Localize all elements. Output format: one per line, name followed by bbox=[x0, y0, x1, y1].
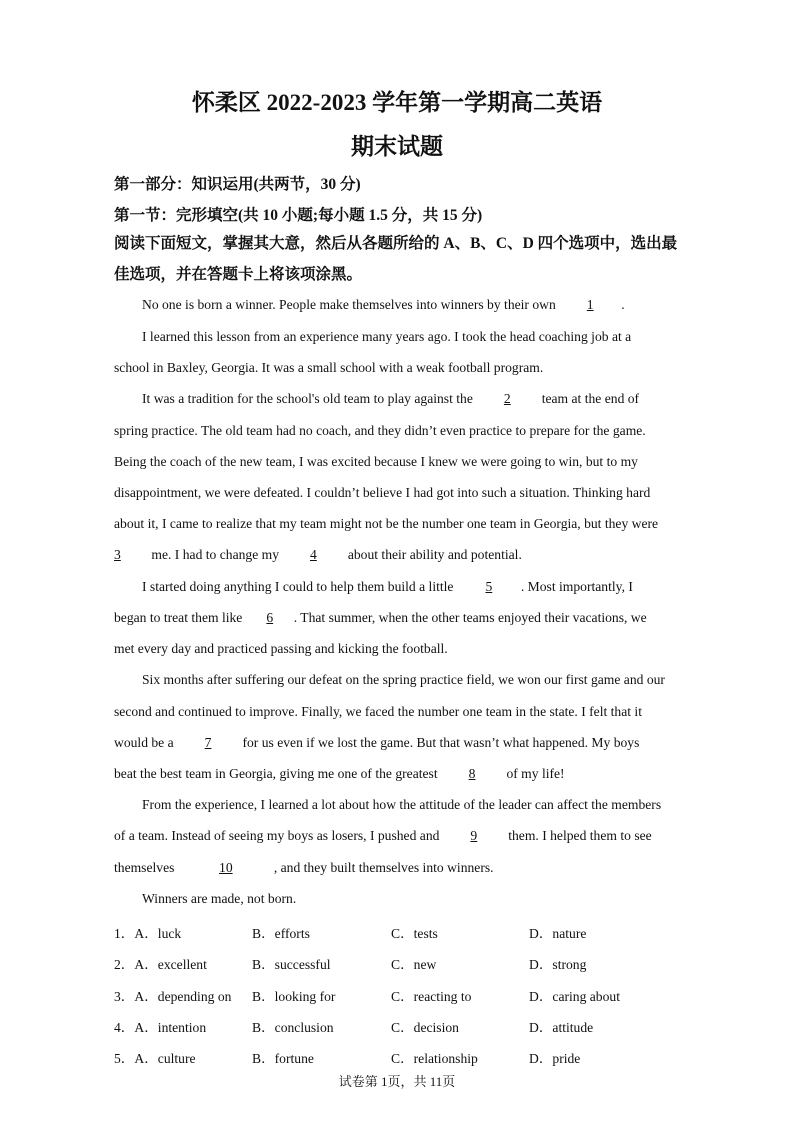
blank-7: 7 bbox=[204, 735, 212, 750]
passage-line: about it, I came to realize that my team might not be the number one team in Georgia, but they were bbox=[114, 516, 659, 531]
option-b: B．successful bbox=[252, 957, 331, 972]
instruction-text: 阅读下面短文，掌握其大意，然后从各题所给的 A、B、C、D 四个选项中，选出最佳选项，并在答题卡上将该项涂黑。 bbox=[114, 235, 678, 283]
section-heading: 第一节：完形填空(共 10 小题;每小题 1.5 分，共 15 分) bbox=[114, 207, 483, 224]
passage-line: I started doing anything I could to help them build a little 5 . Most importantly, I bbox=[142, 579, 633, 594]
blank-10: 10 bbox=[219, 860, 233, 875]
blank-2: 2 bbox=[503, 391, 511, 406]
option-d: D．pride bbox=[529, 1051, 581, 1066]
blank-9: 9 bbox=[470, 828, 478, 843]
passage-line: spring practice. The old team had no coach, and they didn’t even practice to prepare for the game. bbox=[114, 423, 646, 438]
passage-line: school in Baxley, Georgia. It was a small school with a weak football program. bbox=[114, 360, 544, 375]
option-d: D．nature bbox=[529, 926, 587, 941]
blank-3: 3 bbox=[114, 547, 121, 562]
option-a: 5．A．culture bbox=[114, 1051, 196, 1066]
passage-line: began to treat them like 6 . That summer, when the other teams enjoyed their vacations, we bbox=[114, 610, 647, 625]
passage-line: I learned this lesson from an experience many years ago. I took the head coaching job at a bbox=[142, 329, 632, 344]
option-d: D．attitude bbox=[529, 1020, 594, 1035]
blank-5: 5 bbox=[485, 579, 493, 594]
passage-line: Six months after suffering our defeat on the spring practice field, we won our first game and our bbox=[142, 672, 665, 687]
option-d: D．strong bbox=[529, 957, 587, 972]
option-b: B．looking for bbox=[252, 989, 336, 1004]
option-b: B．conclusion bbox=[252, 1020, 334, 1035]
passage-line: themselves 10 , and they built themselves into winners. bbox=[114, 860, 494, 875]
option-b: B．fortune bbox=[252, 1051, 314, 1066]
passage-line: Being the coach of the new team, I was excited because I knew we were going to win, but to my bbox=[114, 454, 638, 469]
passage-line: second and continued to improve. Finally, we faced the number one team in the state. I felt that it bbox=[114, 704, 642, 719]
option-d: D．caring about bbox=[529, 989, 620, 1004]
part-heading: 第一部分：知识运用(共两节，30 分) bbox=[114, 176, 361, 193]
page-footer: 试卷第 1页，共 11页 bbox=[338, 1074, 456, 1089]
blank-6: 6 bbox=[266, 610, 274, 625]
option-c: C．tests bbox=[391, 926, 438, 941]
passage-line: Winners are made, not born. bbox=[142, 891, 297, 906]
passage-line: met every day and practiced passing and kicking the football. bbox=[114, 641, 448, 656]
exam-subtitle: 期末试题 bbox=[351, 134, 443, 159]
passage-line: disappointment, we were defeated. I couldn’t believe I had got into such a situation. Thinking hard bbox=[114, 485, 651, 500]
passage-line: 3 me. I had to change my 4 about their ability and potential. bbox=[114, 547, 522, 562]
passage-line: No one is born a winner. People make themselves into winners by their own 1 . bbox=[142, 297, 625, 312]
passage-line: beat the best team in Georgia, giving me one of the greatest 8 of my life! bbox=[114, 766, 565, 781]
option-c: C．reacting to bbox=[391, 989, 472, 1004]
blank-8: 8 bbox=[468, 766, 476, 781]
option-c: C．relationship bbox=[391, 1051, 478, 1066]
passage-line: would be a 7 for us even if we lost the game. But that wasn’t what happened. My boys bbox=[114, 735, 640, 750]
exam-title: 怀柔区 2022-2023 学年第一学期高二英语 bbox=[191, 90, 603, 115]
blank-4: 4 bbox=[310, 547, 317, 562]
option-b: B．efforts bbox=[252, 926, 310, 941]
option-c: C．decision bbox=[391, 1020, 459, 1035]
passage-line: From the experience, I learned a lot about how the attitude of the leader can affect the members bbox=[142, 797, 662, 812]
option-a: 4．A．intention bbox=[114, 1020, 207, 1035]
option-a: 1．A．luck bbox=[114, 926, 182, 941]
option-a: 3．A．depending on bbox=[114, 989, 232, 1004]
blank-1: 1 bbox=[586, 297, 594, 312]
option-c: C．new bbox=[391, 957, 437, 972]
option-a: 2．A．excellent bbox=[114, 957, 207, 972]
passage-line: of a team. Instead of seeing my boys as losers, I pushed and 9 them. I helped them to see bbox=[114, 828, 652, 843]
passage-line: It was a tradition for the school's old team to play against the 2 team at the end of bbox=[142, 391, 640, 406]
